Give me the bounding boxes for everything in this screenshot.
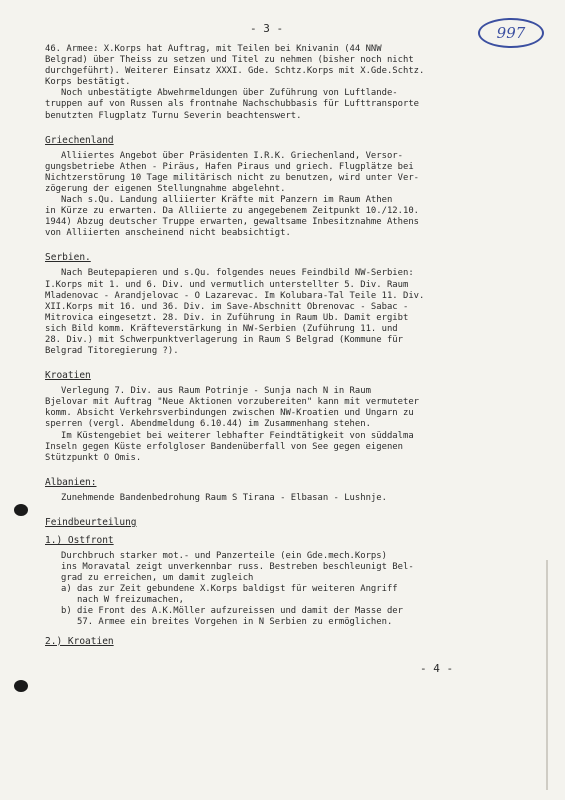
text-line: I.Korps mit 1. und 6. Div. und vermutlich unterstellter 5. Div. Raum [45, 279, 409, 290]
text-line: Stützpunkt O Omis. [45, 452, 142, 463]
section-heading: Albanien: [45, 476, 97, 488]
punch-hole [14, 680, 28, 692]
text-line: ins Moravatal zeigt unverkennbar russ. Bestreben beschleunigt Bel- [45, 562, 414, 572]
text-line: nach W freizumachen, [45, 595, 184, 606]
page-edge-shadow [546, 560, 548, 790]
text-line: in Kürze zu erwarten. Da Alliierte zu angegebenem Zeitpunkt 10./12.10. [45, 206, 420, 217]
text-line: Nach Beutepapieren und s.Qu. folgendes neues Feindbild NW-Serbien: [45, 268, 414, 279]
text-line: benutzten Flugplatz Turnu Severin beachtenswert. [45, 110, 302, 121]
text-line: Noch unbestätigte Abwehrmeldungen über Zuführung von Luftlande- [45, 88, 398, 99]
page-number-top: - 3 - [250, 22, 284, 35]
text-line: 28. Div.) mit Schwerpunktverlagerung in Raum S Belgrad (Kommune für [45, 334, 403, 345]
archive-stamp: 997 [478, 18, 544, 48]
text-line: Belgrad Titoregierung ?). [45, 346, 179, 357]
text-line: Inseln gegen Küste erfolgloser Bandenüberfall von See gegen eigenen [45, 441, 403, 452]
text-line: Mladenovac - Arandjelovac - O Lazarevac. Im Kolubara-Tal Teile 11. Div. [45, 290, 425, 301]
document-body [45, 44, 550, 652]
text-line: 1944) Abzug deutscher Truppe erwarten, gewaltsame Inbesitznahme Athens [45, 217, 420, 228]
text-line: truppen auf von Russen als frontnahe Nachschubbasis für Lufttransporte [45, 99, 420, 110]
text-line: Nach s.Qu. Landung alliierter Kräfte mit Panzern im Raum Athen [45, 195, 393, 206]
subsection-heading-kroatien: 2.) Kroatien [45, 635, 114, 647]
text-line: b) die Front des A.K.Möller aufzureissen und damit der Masse der [45, 606, 403, 617]
text-line: Korps bestätigt. [45, 77, 131, 88]
text-line: sich Bild komm. Kräfteverstärkung in NW-Serbien (Zuführung 11. und [45, 323, 398, 334]
page-number-bottom: - 4 - [420, 662, 454, 675]
text-line: Verlegung 7. Div. aus Raum Potrinje - Sunja nach N in Raum [45, 386, 371, 397]
section-heading: Serbien. [45, 252, 91, 264]
text-line: Nichtzerstörung 10 Tage militärisch nicht zu benutzen, wird unter Ver- [45, 172, 420, 183]
text-line: Belgrad) über Theiss zu setzen und Titel zu nehmen (bisher noch nicht [45, 55, 414, 66]
text-line: durchgeführt). Weiterer Einsatz XXXI. Gde. Schtz.Korps mit X.Gde.Schtz. [45, 66, 425, 77]
text-line: gungsbetriebe Athen - Piräus, Hafen Piraus und griech. Flugplätze bei [45, 161, 414, 172]
text-line: a) das zur Zeit gebundene X.Korps baldigst für weiteren Angriff [45, 584, 398, 595]
text-line: 57. Armee ein breites Vorgehen in N Serbien zu ermöglichen. [45, 617, 393, 628]
section-heading: Feindbeurteilung [45, 516, 137, 528]
text-line: Mitrovica eingesetzt. 28. Div. in Zuführung in Raum Ub. Damit ergibt [45, 312, 409, 323]
punch-hole [14, 504, 28, 516]
text-line: komm. Absicht Verkehrsverbindungen zwischen NW-Kroatien und Ungarn zu [45, 408, 414, 419]
text-line: sperren (vergl. Abendmeldung 6.10.44) im Zusammenhang stehen. [45, 419, 371, 430]
text-line: Alliiertes Angebot über Präsidenten I.R.K. Griechenland, Versor- [45, 150, 403, 161]
text-line: XII.Korps mit 16. und 36. Div. im Save-Abschnitt Obrenovac - Sabac - [45, 301, 409, 312]
subsection-heading-ostfront: 1.) Ostfront [45, 534, 114, 546]
text-line: Bjelovar mit Auftrag "Neue Aktionen vorzubereiten" kann mit vermuteter [45, 397, 420, 408]
text-line: von Alliierten anscheinend nicht beabsichtigt. [45, 228, 291, 239]
text-line: Zunehmende Bandenbedrohung Raum S Tirana - Elbasan - Lushnje. [45, 492, 387, 503]
text-line: 46. Armee: X.Korps hat Auftrag, mit Teilen bei Knivanin (44 NNW [45, 44, 382, 54]
text-line: grad zu erreichen, um damit zugleich [45, 573, 254, 584]
section-heading: Kroatien [45, 370, 91, 382]
text-line: Im Küstengebiet bei weiterer lebhafter Feindtätigkeit von süddalma [45, 430, 414, 441]
text-line: zögerung der eigenen Stellungnahme abgelehnt. [45, 183, 286, 194]
text-line: Durchbruch starker mot.- und Panzerteile (ein Gde.mech.Korps) [45, 550, 387, 561]
section-heading: Griechenland [45, 134, 114, 146]
